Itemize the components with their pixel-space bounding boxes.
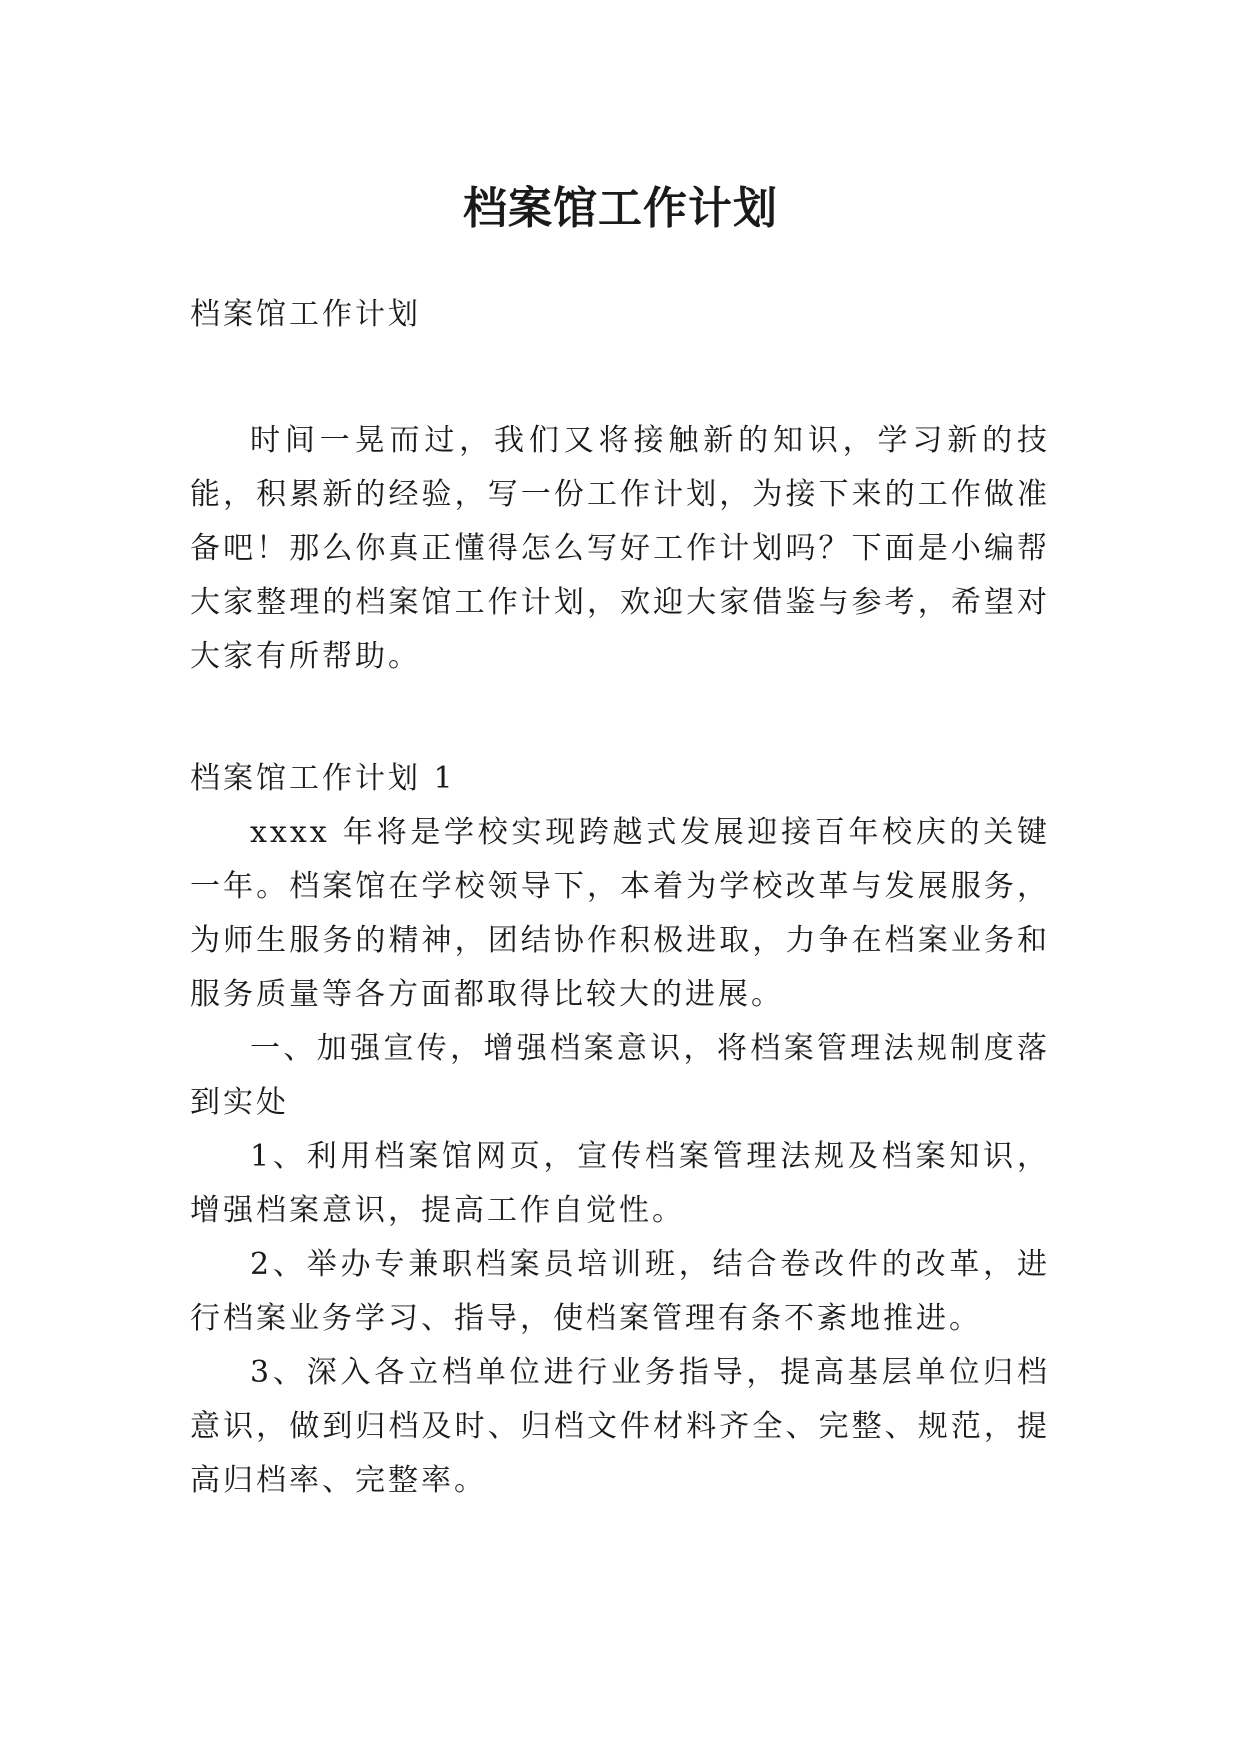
document-title: 档案馆工作计划 <box>463 183 778 235</box>
document-subtitle: 档案馆工作计划 <box>190 297 421 332</box>
document-body <box>190 288 1050 1508</box>
list-item: 2、举办专兼职档案员培训班，结合卷改件的改革，进行档案业务学习、指导，使档案管理有条不紊地推进。 <box>190 1247 1050 1336</box>
section-heading: 档案馆工作计划 1 <box>190 761 456 796</box>
section-point-heading: 一、加强宣传，增强档案意识，将档案管理法规制度落到实处 <box>190 1031 1050 1120</box>
list-item: 3、深入各立档单位进行业务指导，提高基层单位归档意识，做到归档及时、归档文件材料齐全、完整、规范，提高归档率、完整率。 <box>190 1355 1050 1498</box>
body-paragraph: xxxx 年将是学校实现跨越式发展迎接百年校庆的关键一年。档案馆在学校领导下，本着为学校改革与发展服务，为师生服务的精神，团结协作积极进取，力争在档案业务和服务质量等各方面都取得比较大的进展。 <box>190 815 1050 1012</box>
intro-paragraph: 时间一晃而过，我们又将接触新的知识，学习新的技能，积累新的经验，写一份工作计划，为接下来的工作做准备吧！那么你真正懂得怎么写好工作计划吗？下面是小编帮大家整理的档案馆工作计划，欢迎大家借鉴与参考，希望对大家有所帮助。 <box>190 423 1050 674</box>
list-item: 1、利用档案馆网页，宣传档案管理法规及档案知识，增强档案意识，提高工作自觉性。 <box>190 1139 1050 1228</box>
